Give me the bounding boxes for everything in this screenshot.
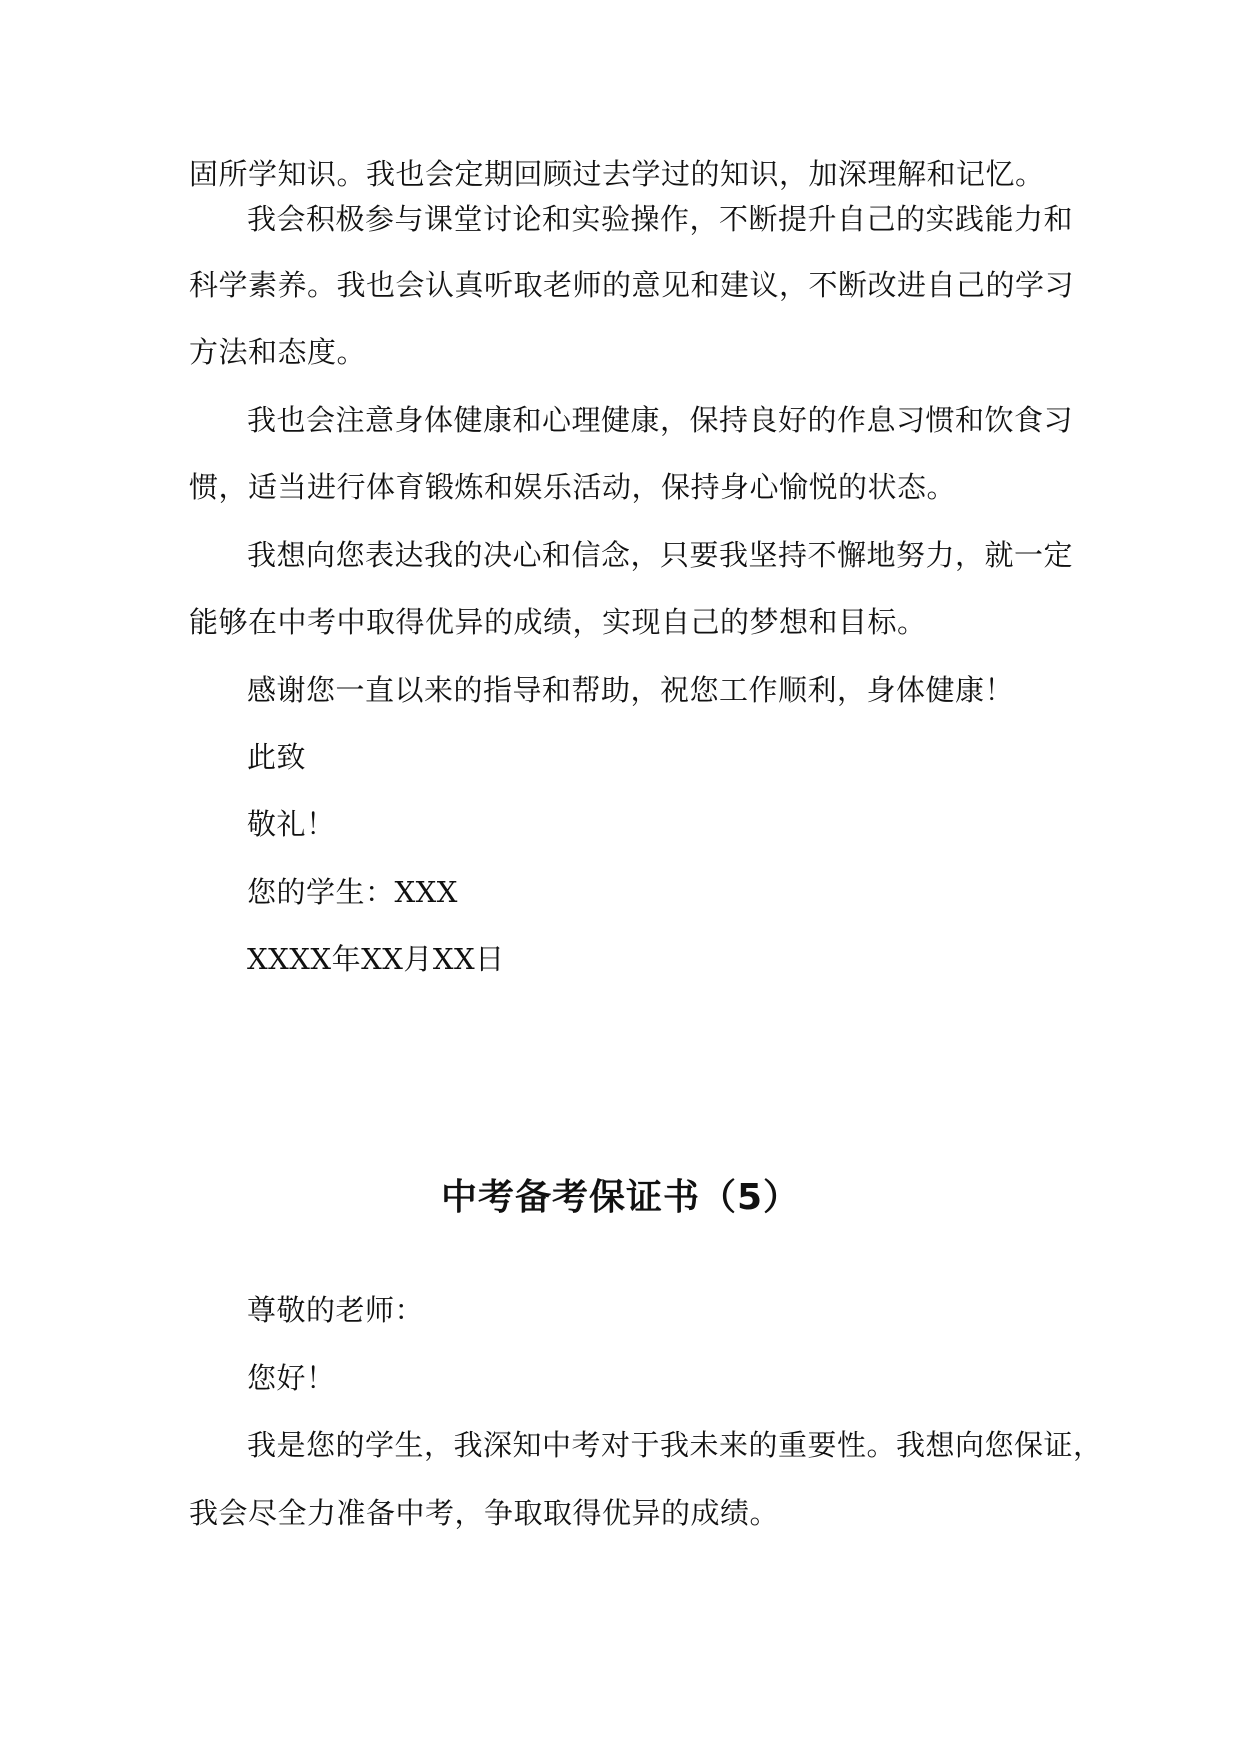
paragraph-line: 我也会注意身体健康和心理健康，保持良好的作息习惯和饮食习 — [247, 403, 1074, 437]
signature-line: 您的学生：XXX — [247, 875, 458, 909]
paragraph-line: 感谢您一直以来的指导和帮助，祝您工作顺利，身体健康！ — [247, 673, 1015, 707]
paragraph-line: 我是您的学生，我深知中考对于我未来的重要性。我想向您保证， — [247, 1428, 1103, 1462]
section-title: 中考备考保证书（5） — [440, 1177, 801, 1218]
paragraph-line: 科学素养。我也会认真听取老师的意见和建议，不断改进自己的学习 — [189, 268, 1075, 302]
paragraph-line: 我会尽全力准备中考，争取取得优异的成绩。 — [189, 1496, 780, 1530]
paragraph-line: 我会积极参与课堂讨论和实验操作，不断提升自己的实践能力和 — [247, 202, 1074, 236]
paragraph-line: 我想向您表达我的决心和信念，只要我坚持不懈地努力，就一定 — [247, 538, 1074, 572]
paragraph-line: 能够在中考中取得优异的成绩，实现自己的梦想和目标。 — [189, 605, 927, 639]
closing-line: 此致 — [247, 740, 307, 774]
paragraph-line: 方法和态度。 — [189, 335, 367, 369]
closing-line: 敬礼！ — [247, 807, 336, 841]
paragraph-line: 固所学知识。我也会定期回顾过去学过的知识，加深理解和记忆。 — [189, 157, 1045, 191]
salutation-line: 尊敬的老师： — [247, 1293, 425, 1327]
paragraph-line: 惯，适当进行体育锻炼和娱乐活动，保持身心愉悦的状态。 — [189, 470, 957, 504]
greeting-line: 您好！ — [247, 1361, 336, 1395]
date-line: XXXX年XX月XX日 — [247, 942, 505, 976]
